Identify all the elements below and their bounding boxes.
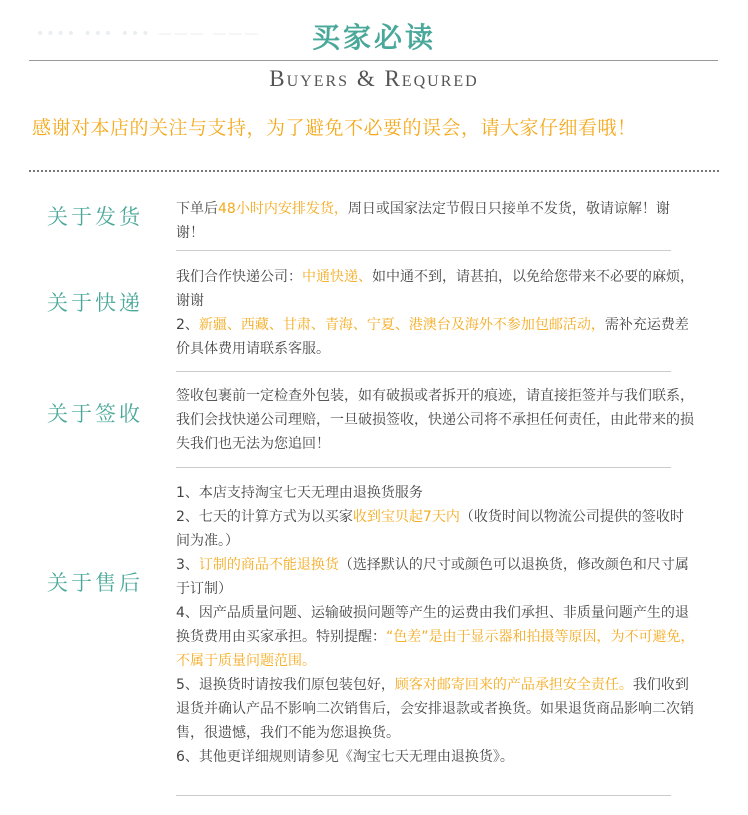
after-sales-item-2 <box>176 505 696 553</box>
section-content-receiving <box>176 384 696 456</box>
after-sales-item-3-highlight: 订制的商品不能退换货 <box>198 557 339 573</box>
courier-text-1-highlight: 中通快递、 <box>302 269 372 285</box>
courier-text-1-a: 我们合作快递公司： <box>176 269 302 285</box>
courier-text-1 <box>176 265 696 313</box>
shipping-text-c: 周日或国家法定节假日只接单不发货，敬请谅解！谢谢！ <box>176 201 670 241</box>
section-label-shipping: 关于发货 <box>47 205 143 229</box>
after-sales-item-4 <box>176 601 696 673</box>
courier-text-2-a: 2、 <box>176 317 199 333</box>
after-sales-item-1 <box>176 481 696 505</box>
section-label-after-sales: 关于售后 <box>47 571 143 595</box>
section-separator <box>176 250 671 251</box>
section-content-courier <box>176 265 696 361</box>
shipping-text-highlight: 48小时内安排发货， <box>218 201 348 217</box>
notice-banner: 感谢对本店的关注与支持，为了避免不必要的误会，请大家仔细看哦！ <box>32 117 637 139</box>
section-separator <box>176 371 671 372</box>
after-sales-item-5-highlight: 顾客对邮寄回来的产品承担安全责任。 <box>394 677 633 693</box>
after-sales-item-3-c: （选择默认的尺寸或颜色可以退换货，修改颜色和尺寸属于订制） <box>176 557 689 597</box>
section-separator <box>176 795 671 796</box>
after-sales-item-6-a: 6、其他更详细规则请参见《淘宝七天无理由退换货》。 <box>176 749 514 765</box>
receiving-text: 签收包裹前一定检查外包装，如有破损或者拆开的痕迹，请直接拒签并与我们联系，我们会找快递公司理赔，一旦破损签收，快递公司将不承担任何责任，由此带来的损失我们也无法为您追回！ <box>176 388 694 452</box>
after-sales-item-6 <box>176 745 696 769</box>
after-sales-item-2-highlight: 收到宝贝起7天内 <box>352 509 460 525</box>
section-content-shipping <box>176 197 696 245</box>
courier-text-1-c: 如中通不到，请甚拍，以免给您带来不必要的麻烦，谢谢 <box>176 269 694 309</box>
after-sales-item-4-a: 4、因产品质量问题、运输破损问题等产生的运费由我们承担、非质量问题产生的退换货费用由买家承担。特别提醒： <box>176 605 689 645</box>
after-sales-item-3-a: 3、 <box>176 557 199 573</box>
page-subtitle: Buyers & Requred <box>269 66 479 91</box>
shipping-text-a: 下单后 <box>176 201 218 217</box>
section-separator <box>176 467 671 468</box>
section-label-receiving: 关于签收 <box>47 402 143 426</box>
after-sales-item-1-a: 1、本店支持淘宝七天无理由退换货服务 <box>176 485 423 501</box>
after-sales-item-5-a: 5、退换货时请按我们原包装包好， <box>176 677 395 693</box>
section-label-courier: 关于快递 <box>47 291 143 315</box>
after-sales-item-2-c: （收货时间以物流公司提供的签收时间为准。） <box>176 509 684 549</box>
courier-text-2-c: 需补充运费差价具体费用请联系客服。 <box>176 317 689 357</box>
faded-decoration: •••• ••• ••• ——— ——— <box>36 26 261 42</box>
shipping-text <box>176 197 696 245</box>
section-content-after-sales <box>176 481 696 769</box>
after-sales-item-2-a: 2、七天的计算方式为以买家 <box>176 509 353 525</box>
title-divider <box>29 60 718 61</box>
after-sales-item-3 <box>176 553 696 601</box>
page-title: 买家必读 <box>311 21 436 54</box>
after-sales-item-4-highlight: “色差”是由于显示器和拍摄等原因，为不可避免，不属于质量问题范围。 <box>176 629 695 669</box>
courier-text-2-highlight: 新疆、西藏、甘肃、青海、宁夏、港澳台及海外不参加包邮活动， <box>198 317 605 333</box>
after-sales-item-5-c: 我们收到退货并确认产品不影响二次销售后，会安排退款或者换货。如果退货商品影响二次销售，很遗憾，我们不能为您退换货。 <box>176 677 694 741</box>
courier-text-2 <box>176 313 696 361</box>
after-sales-item-5 <box>176 673 696 745</box>
dotted-divider <box>29 170 719 172</box>
